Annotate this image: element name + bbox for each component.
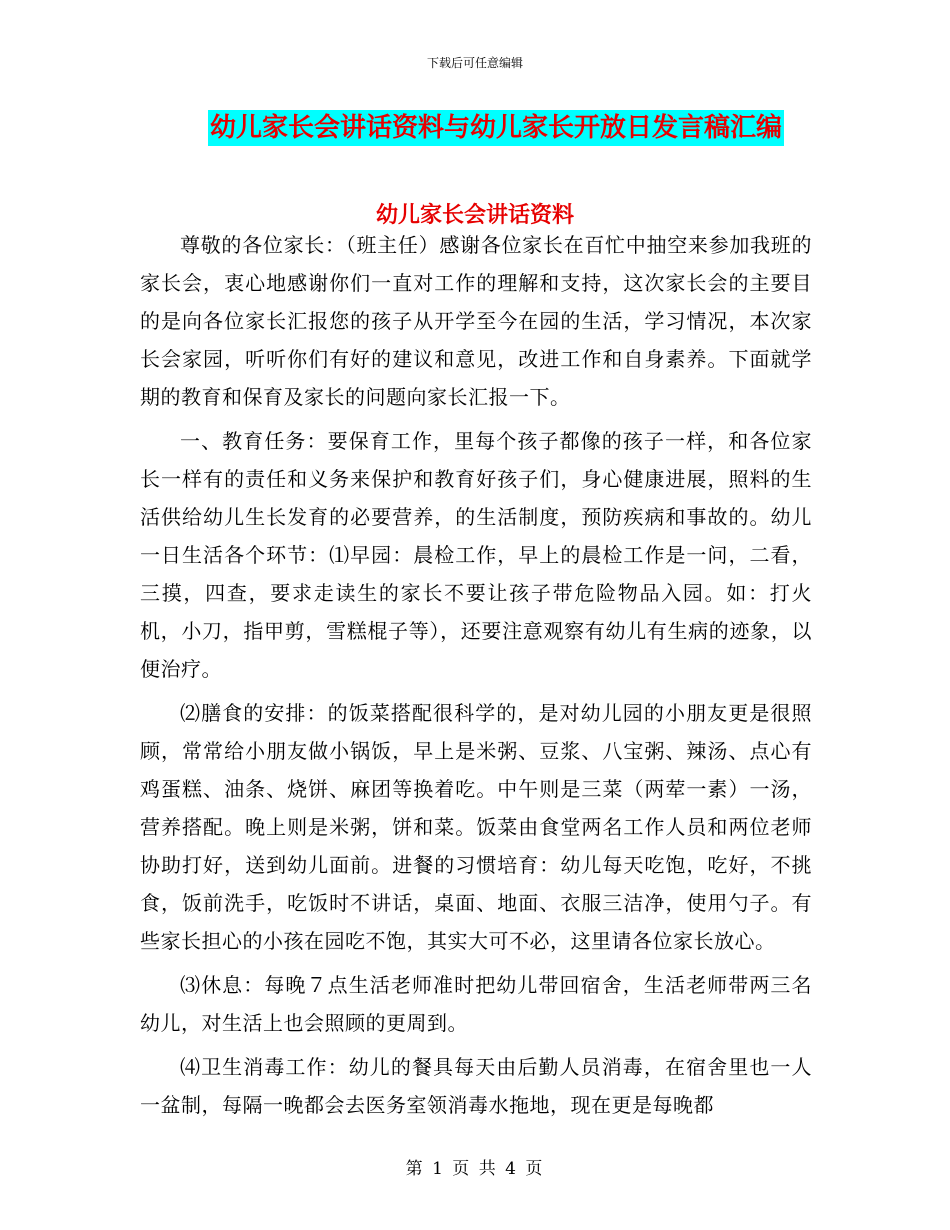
section-title: 幼儿家长会讲话资料 <box>375 203 574 228</box>
paragraph-meals: ⑵膳食的安排：的饭菜搭配很科学的，是对幼儿园的小朋友更是很照顾，常常给小朋友做小锅饭，早上是米粥、豆浆、八宝粥、辣汤、点心有鸡蛋糕、油条、烧饼、麻团等换着吃。中午则是三菜（两荤一素）一汤，营养搭配。晚上则是米粥，饼和菜。饭菜由食堂两名工作人员和两位老师协助打好，送到幼儿面前。进餐的习惯培育：幼儿每天吃饱，吃好，不挑食，饭前洗手，吃饭时不讲话，桌面、地面、衣服三洁净，使用勺子。有些家长担心的小孩在园吃不饱，其实大可不必，这里请各位家长放心。 <box>140 701 812 953</box>
page-footer: 第 1 页 共 4 页 <box>405 1159 545 1179</box>
document-title: 幼儿家长会讲话资料与幼儿家长开放日发言稿汇编 <box>208 110 784 146</box>
paragraph-education-tasks: 一、教育任务：要保育工作，里每个孩子都像的孩子一样，和各位家长一样有的责任和义务来保护和教育好孩子们，身心健康进展，照料的生活供给幼儿生长发育的必要营养，的生活制度，预防疾病和事故的。幼儿一日生活各个环节：⑴早园：晨检工作，早上的晨检工作是一问，二看，三摸，四查，要求走读生的家长不要让孩子带危险物品入园。如：打火机，小刀，指甲剪，雪糕棍子等），还要注意观察有幼儿有生病的迹象，以便治疗。 <box>140 429 812 681</box>
paragraph-greeting: 尊敬的各位家长：（班主任）感谢各位家长在百忙中抽空来参加我班的家长会，衷心地感谢你们一直对工作的理解和支持，这次家长会的主要目的是向各位家长汇报您的孩子从开学至今在园的生活，学习情况，本次家长会家园，听听你们有好的建议和意见，改进工作和自身素养。下面就学期的教育和保育及家长的问题向家长汇报一下。 <box>140 233 812 409</box>
paragraph-rest: ⑶休息：每晚７点生活老师准时把幼儿带回宿舍，生活老师带两三名幼儿，对生活上也会照顾的更周到。 <box>140 973 812 1035</box>
body-text <box>140 226 812 1130</box>
paragraph-hygiene: ⑷卫生消毒工作：幼儿的餐具每天由后勤人员消毒，在宿舍里也一人一盆制，每隔一晚都会去医务室领消毒水拖地，现在更是每晚都 <box>140 1055 812 1117</box>
header-note: 下载后可任意编辑 <box>426 56 523 70</box>
